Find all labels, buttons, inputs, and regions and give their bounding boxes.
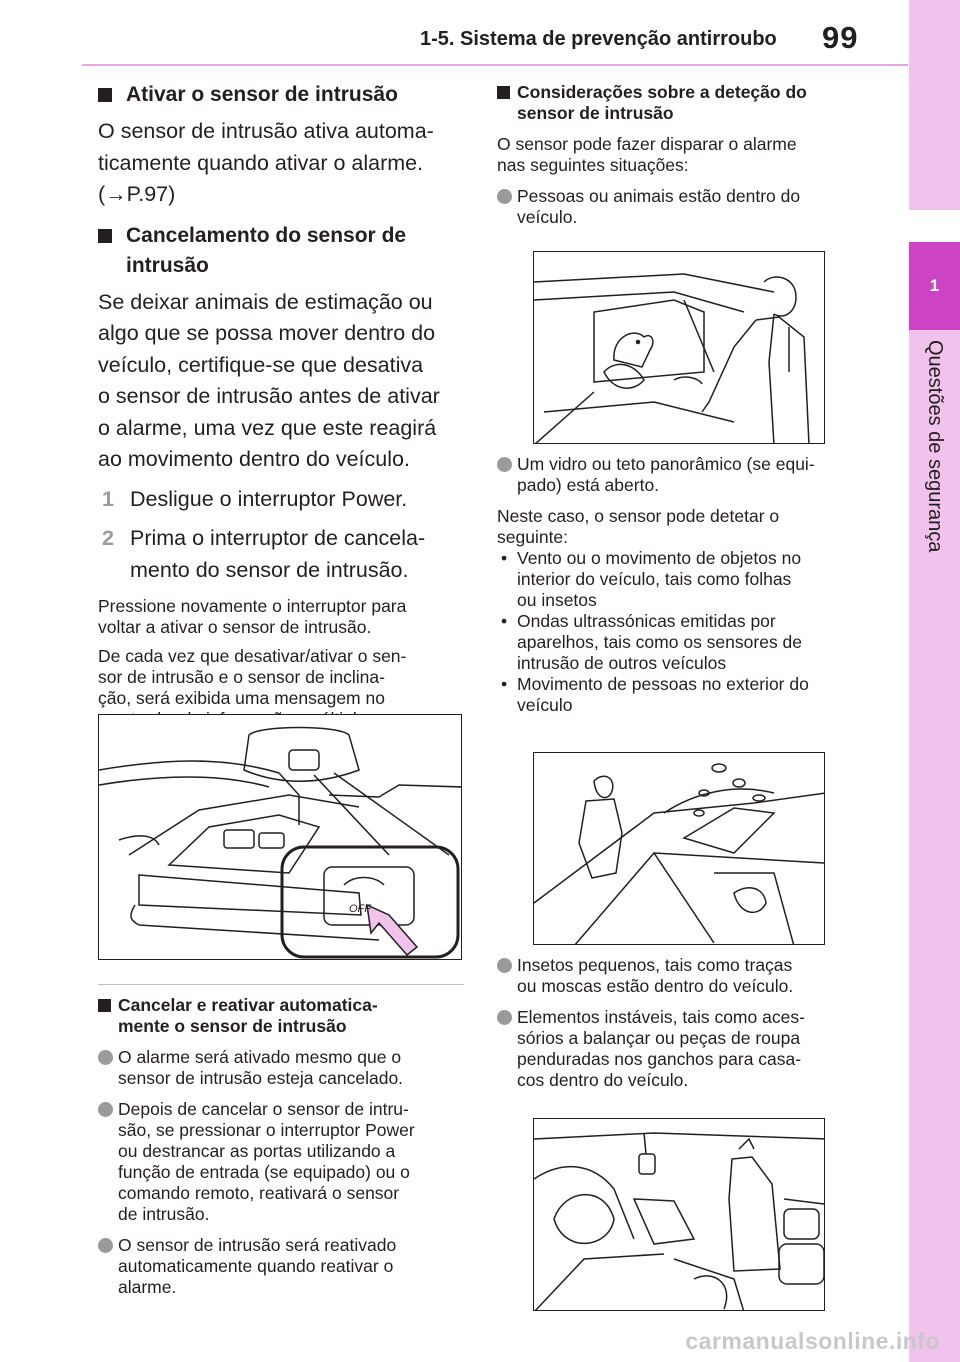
note-reactivate: Pressione novamente o interruptor para voltar a ativar o sensor de intrusão. — [98, 596, 407, 637]
chapter-tab[interactable] — [909, 242, 960, 330]
section-divider — [98, 984, 464, 985]
bullet-item: Um vidro ou teto panorâmico (se equi- pado) está aberto. — [497, 454, 872, 496]
square-bullet-icon — [98, 88, 112, 102]
step-1: 1 Desligue o interruptor Power. — [102, 486, 408, 511]
left-column — [98, 80, 468, 730]
square-bullet-icon — [497, 86, 510, 99]
right-column-middle — [497, 454, 872, 716]
hanging-items-illustration — [534, 1119, 825, 1311]
subheading-auto-reactivate: Cancelar e reativar automatica- mente o sensor de intrusão — [98, 995, 468, 1037]
bullet-item: Depois de cancelar o sensor de intru- são, se pressionar o interruptor Power ou destrancar as portas utilizando a função de entrada (se equipado) ou o comando remoto, reativará o sensor de intrusão. — [98, 1099, 468, 1225]
dash-item: • Ondas ultrassónicas emitidas por aparelhos, tais como os sensores de intrusão de outros veículos — [501, 611, 803, 673]
case-intro: Neste caso, o sensor pode detetar o seguinte: — [497, 506, 780, 547]
open-sunroof-illustration — [534, 753, 825, 945]
page-reference-link[interactable]: (→P.97) — [98, 182, 176, 206]
dash-item: • Vento ou o movimento de objetos no interior do veículo, tais como folhas ou insetos — [501, 548, 802, 610]
figure-overhead-console — [98, 714, 462, 960]
intro-text: O sensor pode fazer disparar o alarme nas seguintes situações: — [497, 134, 797, 175]
figure-open-sunroof — [533, 752, 825, 945]
heading-cancel-sensor: Cancelamento do sensor de intrusão — [98, 221, 468, 281]
dash-item: • Movimento de pessoas no exterior do veículo — [501, 674, 809, 715]
off-label: OFF — [349, 903, 371, 915]
bullet-dot-icon — [497, 457, 512, 472]
chapter-number: 1 — [929, 276, 940, 295]
paragraph-cancel: Se deixar animais de estimação ou algo que se possa mover dentro do veículo, certifique-se que desativa o sensor de intrusão antes de ativar o alarme, uma vez que este reagirá ao movimento dentro do veículo. — [98, 289, 440, 471]
header-divider — [82, 64, 908, 66]
bullet-item: Pessoas ou animais estão dentro do veículo. — [497, 186, 872, 228]
bullet-dot-icon — [98, 1238, 113, 1253]
right-column — [497, 82, 872, 228]
bullet-item: Insetos pequenos, tais como traças ou moscas estão dentro do veículo. — [497, 955, 872, 997]
pet-in-vehicle-illustration — [534, 252, 825, 444]
square-bullet-icon — [98, 999, 111, 1012]
bullet-item: Elementos instáveis, tais como aces- sórios a balançar ou peças de roupa penduradas nos ganchos para casa- cos dentro do veículo. — [497, 1007, 872, 1091]
bullet-dot-icon — [497, 958, 512, 973]
figure-hanging-items — [533, 1118, 825, 1311]
bullet-item: O alarme será ativado mesmo que o sensor de intrusão esteja cancelado. — [98, 1047, 468, 1089]
bullet-dot-icon — [497, 1010, 512, 1025]
side-tab-top — [909, 0, 960, 210]
square-bullet-icon — [98, 229, 112, 243]
paragraph-activate: O sensor de intrusão ativa automa- ticamente quando ativar o alarme. (→P.97) — [98, 116, 468, 211]
heading-activate-sensor: Ativar o sensor de intrusão — [98, 80, 468, 110]
page-number: 99 — [822, 20, 859, 55]
figure-pet-in-vehicle — [533, 251, 825, 444]
chapter-label-tab[interactable] — [909, 330, 960, 1362]
bullet-dot-icon — [497, 189, 512, 204]
step-2: 2 Prima o interruptor de cancela- mento do sensor de intrusão. — [102, 526, 426, 582]
chapter-label: Questões de segurança — [924, 340, 946, 553]
overhead-console-illustration — [99, 715, 462, 960]
watermark: carmanualsonline.info — [685, 1328, 940, 1354]
section-title: 1-5. Sistema de prevenção antirroubo — [420, 28, 777, 50]
right-column-lower — [497, 955, 872, 1091]
left-column-lower — [98, 995, 468, 1298]
bullet-dot-icon — [98, 1102, 113, 1117]
bullet-item: O sensor de intrusão será reativado automaticamente quando reativar o alarme. — [98, 1235, 468, 1298]
bullet-dot-icon — [98, 1050, 113, 1065]
note-message: De cada vez que desativar/ativar o sen- sor de intrusão e o sensor de inclina- ção, será exibida uma mensagem no — [98, 646, 407, 708]
subheading-considerations: Considerações sobre a deteção do sensor de intrusão — [497, 82, 872, 124]
